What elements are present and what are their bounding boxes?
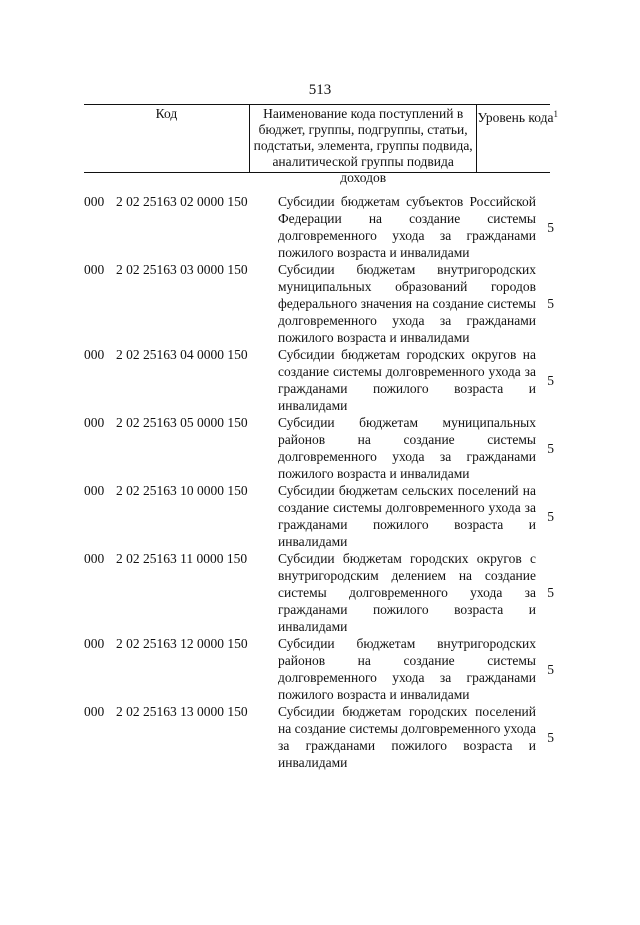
- page-number: 513: [308, 82, 332, 98]
- table-row: [84, 414, 554, 482]
- income-code: 2 02 25163 11 0000 150: [116, 551, 248, 566]
- code-level: 5: [547, 729, 554, 745]
- table-row: [84, 346, 554, 414]
- income-code: 2 02 25163 04 0000 150: [116, 347, 248, 362]
- table-row: [84, 550, 554, 635]
- code-level: 5: [547, 585, 554, 600]
- header-name: Наименование кода поступлений в бюджет, группы, подгруппы, статьи, подстатьи, элемента, группы подвида, аналитической группы подвида доходов: [250, 105, 478, 172]
- admin-code: 000: [84, 636, 105, 651]
- table-row: [84, 635, 554, 703]
- table-row: [84, 261, 554, 346]
- income-description: Субсидии бюджетам городских поселений на создание системы долговременного ухода за гражданами пожилого возраста и инвалидами: [278, 704, 536, 770]
- admin-code: 000: [84, 194, 105, 209]
- admin-code: 000: [84, 262, 105, 277]
- income-code: 2 02 25163 02 0000 150: [116, 194, 248, 209]
- income-description: Субсидии бюджетам внутригородских районов на создание системы долговременного ухода за гражданами пожилого возраста и инвалидами: [278, 636, 536, 702]
- income-description: Субсидии бюджетам внутригородских муниципальных образований городов федерального значения на создание системы долговременного ухода за гражданами пожилого возраста и инвалидами: [278, 262, 536, 345]
- table-row: [84, 703, 554, 771]
- code-level: 5: [547, 372, 554, 388]
- table-header: [84, 104, 558, 185]
- income-code: 2 02 25163 03 0000 150: [116, 262, 248, 277]
- income-description: Субсидии бюджетам городских округов на создание системы долговременного ухода за гражданами пожилого возраста и инвалидами: [278, 347, 536, 413]
- admin-code: 000: [84, 483, 105, 498]
- code-level: 5: [547, 219, 554, 235]
- admin-code: 000: [84, 551, 105, 566]
- admin-code: 000: [84, 704, 105, 719]
- income-description: Субсидии бюджетам сельских поселений на создание системы долговременного ухода за гражданами пожилого возраста и инвалидами: [278, 483, 536, 549]
- header-level-label: Уровень кода: [477, 110, 554, 125]
- income-code: 2 02 25163 13 0000 150: [116, 704, 248, 719]
- income-code: 2 02 25163 10 0000 150: [116, 483, 248, 498]
- code-level: 5: [547, 296, 554, 311]
- code-level: 5: [547, 661, 554, 677]
- admin-code: 000: [84, 415, 105, 430]
- income-code: 2 02 25163 05 0000 150: [116, 415, 248, 430]
- table-row: [84, 193, 554, 261]
- table-body: [84, 193, 554, 771]
- header-code: Код: [84, 105, 250, 172]
- admin-code: 000: [84, 347, 105, 362]
- header-level: [477, 105, 560, 172]
- code-level: 5: [547, 508, 554, 524]
- income-description: Субсидии бюджетам муниципальных районов на создание системы долговременного ухода за гражданами пожилого возраста и инвалидами: [278, 415, 536, 481]
- income-description: Субсидии бюджетам субъектов Российской Федерации на создание системы долговременного ухода за гражданами пожилого возраста и инвалидами: [278, 194, 536, 260]
- table-row: [84, 482, 554, 550]
- code-level: 5: [547, 440, 554, 456]
- income-description: Субсидии бюджетам городских округов с внутригородским делением на создание системы долговременного ухода за гражданами пожилого возраста и инвалидами: [278, 551, 536, 634]
- header-level-footnote: 1: [553, 109, 558, 119]
- income-code: 2 02 25163 12 0000 150: [116, 636, 248, 651]
